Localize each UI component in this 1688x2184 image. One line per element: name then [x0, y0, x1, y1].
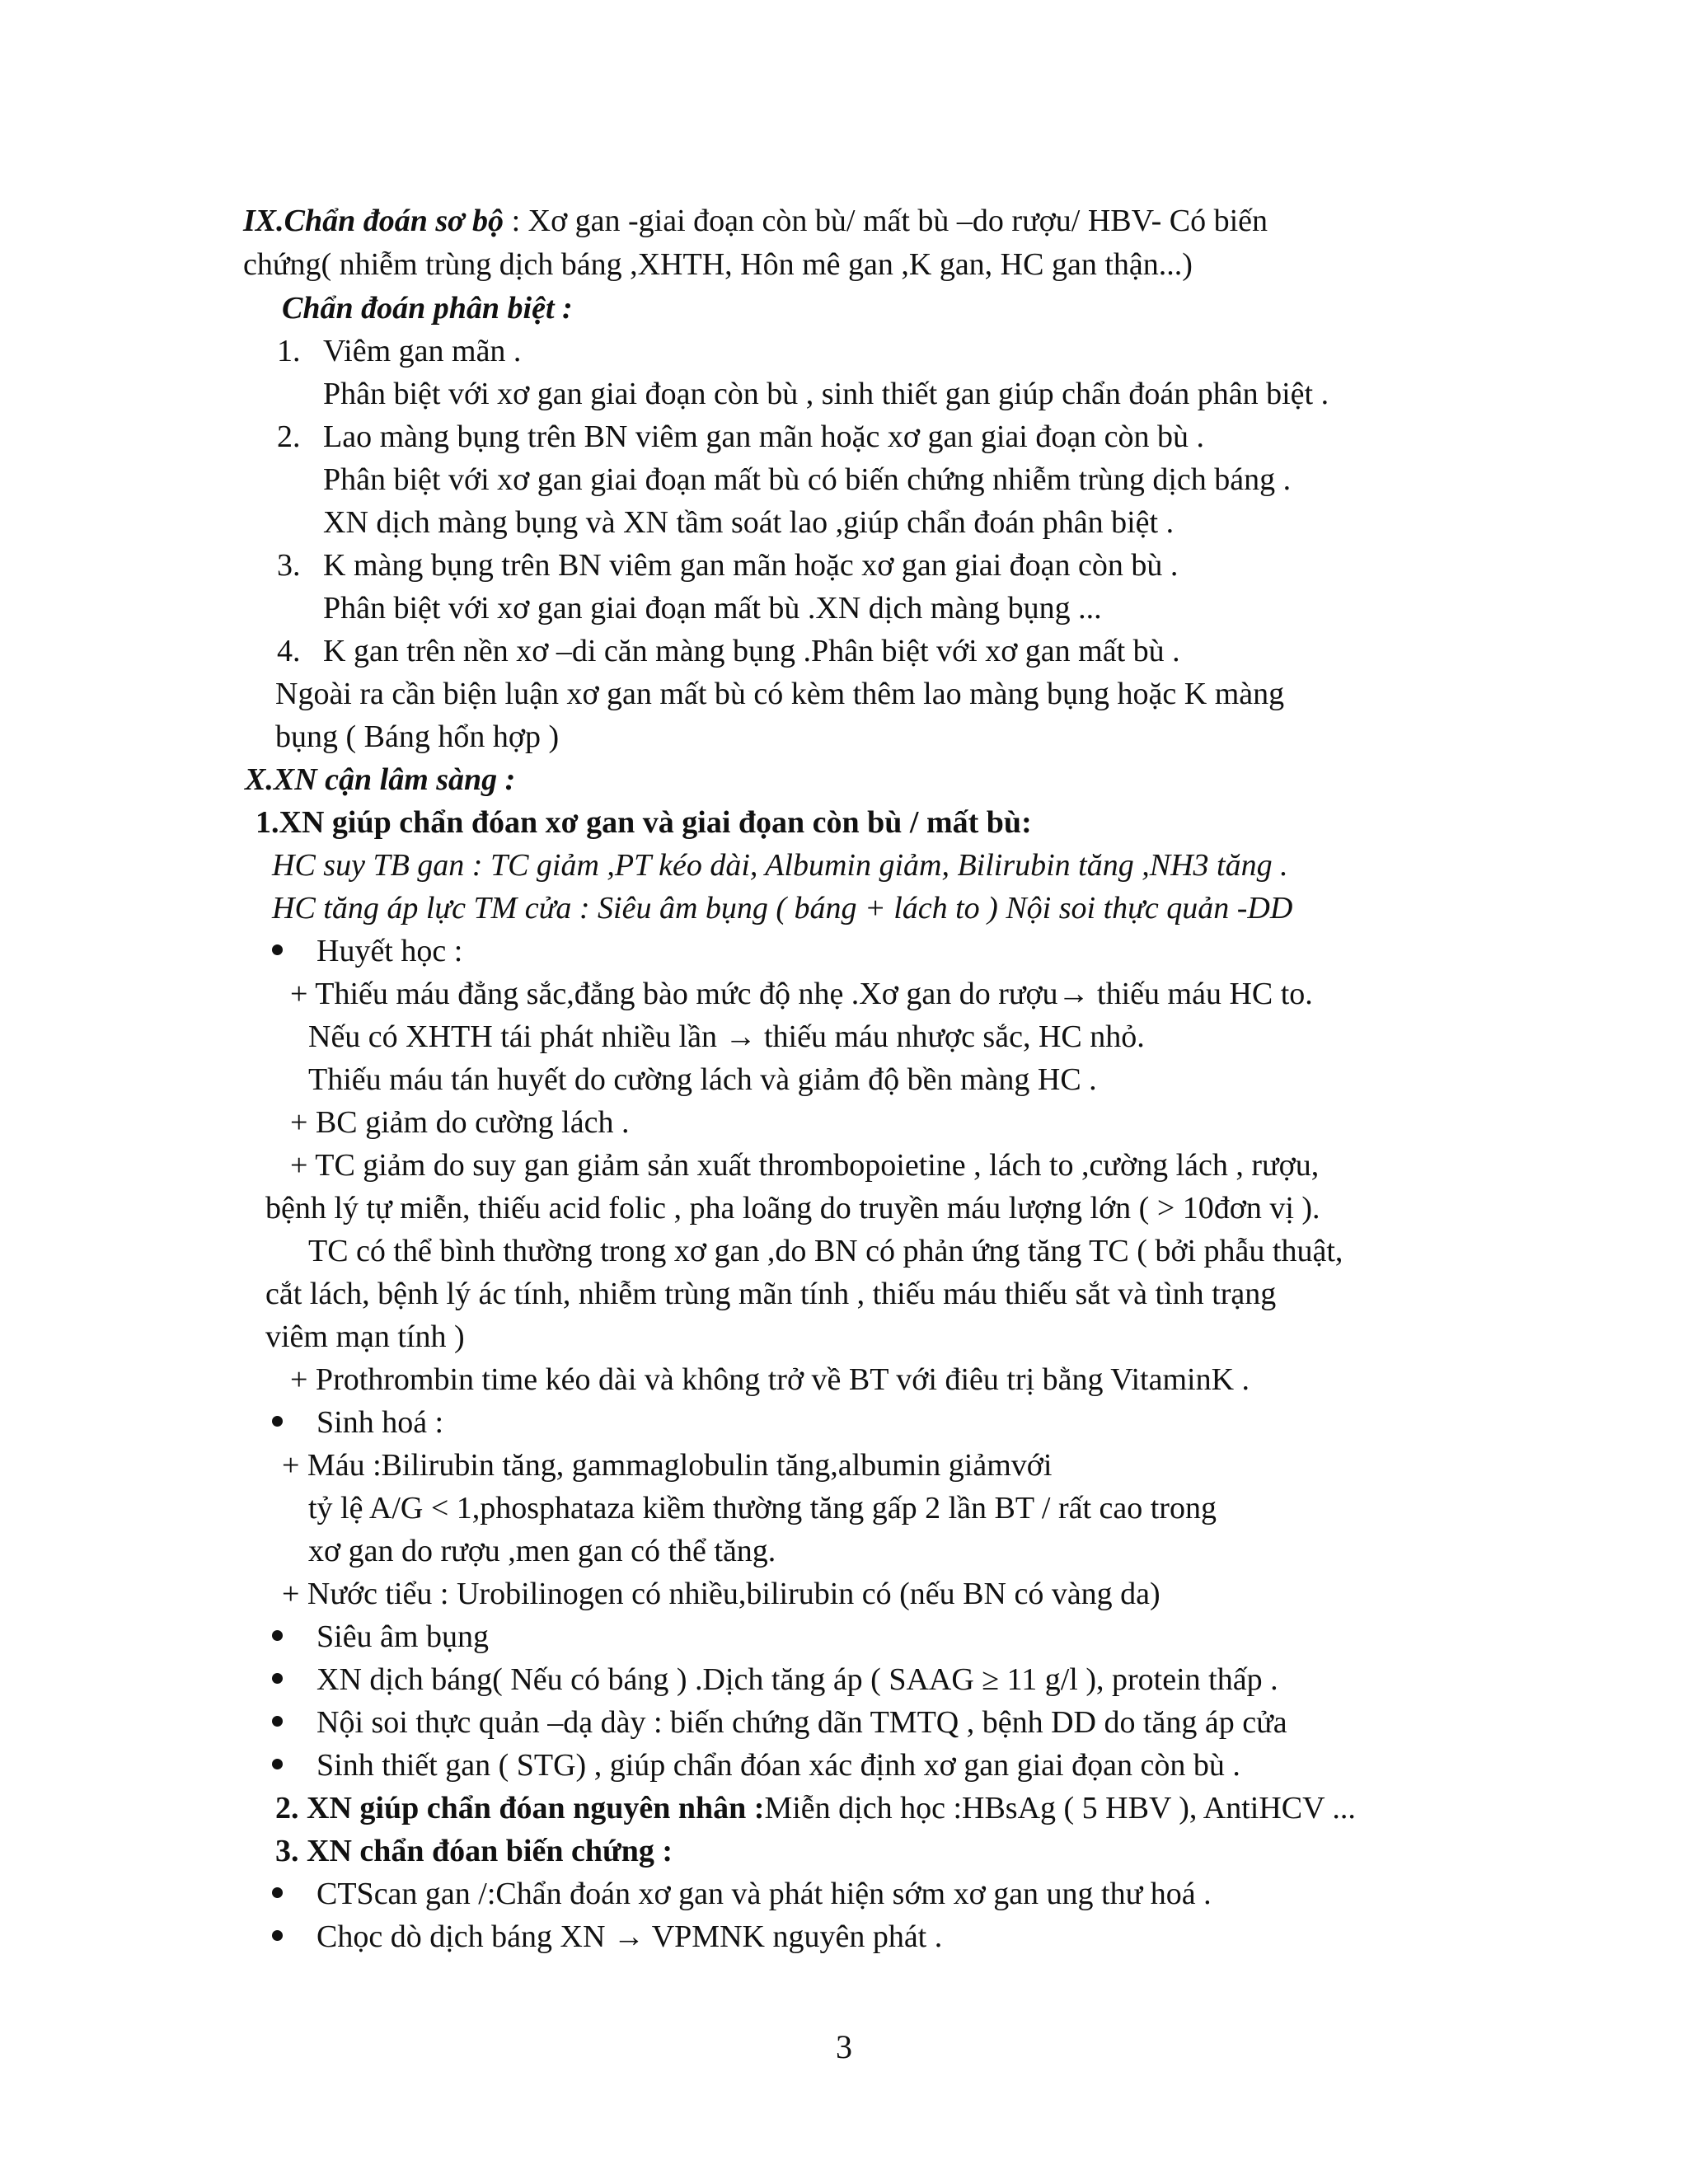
hepatocellular-syndrome: HC suy TB gan : TC giảm ,PT kéo dài, Albumin giảm, Bilirubin tăng ,NH3 tăng .: [272, 848, 1288, 883]
bullet-endoscopy: Nội soi thực quản –dạ dày : biến chứng dãn TMTQ , bệnh DD do tăng áp cửa: [316, 1705, 1287, 1740]
ddx-item-2: Lao màng bụng trên BN viêm gan mãn hoặc xơ gan giai đoạn còn bù .: [323, 419, 1205, 454]
subsection-3-heading: 3. XN chẩn đóan biến chứng :: [275, 1834, 673, 1868]
ddx-extra-1: Ngoài ra cần biện luận xơ gan mất bù có kèm thêm lao màng bụng hoặc K màng: [275, 677, 1285, 711]
bullet-biopsy: Sinh thiết gan ( STG) , giúp chẩn đóan xác định xơ gan giai đọan còn bù .: [316, 1748, 1240, 1783]
ddx-number-3: 3.: [277, 548, 301, 583]
ddx-item-2-detail: Phân biệt với xơ gan giai đoạn mất bù có biến chứng nhiễm trùng dịch báng .: [323, 462, 1292, 497]
diagnosis-line-1: IX.Chẩn đoán sơ bộ : Xơ gan -giai đoạn còn bù/ mất bù –do rượu/ HBV- Có biến: [243, 204, 1268, 238]
ddx-item-1-detail: Phân biệt với xơ gan giai đoạn còn bù , sinh thiết gan giúp chẩn đoán phân biệt .: [323, 377, 1329, 411]
hematology-line-10: + Prothrombin time kéo dài và không trở về BT với điêu trị bằng VitaminK .: [290, 1362, 1250, 1397]
diagnosis-line-2: chứng( nhiễm trùng dịch báng ,XHTH, Hôn mê gan ,K gan, HC gan thận...): [243, 247, 1193, 282]
subsection-1-heading: 1.XN giúp chẩn đóan xơ gan và giai đọan còn bù / mất bù:: [256, 805, 1032, 840]
bullet-icon: [272, 1630, 283, 1641]
hematology-line-3: Thiếu máu tán huyết do cường lách và giảm độ bền màng HC .: [308, 1062, 1097, 1097]
ddx-item-3-detail: Phân biệt với xơ gan giai đoạn mất bù .XN dịch màng bụng ...: [323, 591, 1102, 626]
page-number: 3: [836, 2028, 852, 2065]
hematology-line-9: viêm mạn tính ): [265, 1319, 465, 1354]
ddx-item-3: K màng bụng trên BN viêm gan mãn hoặc xơ gan giai đoạn còn bù .: [323, 548, 1179, 583]
bullet-icon: [272, 1887, 283, 1898]
subsection-2: 2. XN giúp chẩn đóan nguyên nhân :Miễn dịch học :HBsAg ( 5 HBV ), AntiHCV ...: [275, 1791, 1356, 1825]
hematology-line-5: + TC giảm do suy gan giảm sản xuất thrombopoietine , lách to ,cường lách , rượu,: [290, 1148, 1320, 1183]
hematology-label: Huyết học :: [316, 934, 463, 968]
bullet-icon: [272, 1673, 283, 1684]
section-ix-heading: IX.Chẩn đoán sơ bộ: [243, 204, 504, 238]
portal-hypertension-syndrome: HC tăng áp lực TM cửa : Siêu âm bụng ( báng + lách to ) Nội soi thực quản -DD: [272, 891, 1293, 926]
biochemistry-line-1: + Máu :Bilirubin tăng, gammaglobulin tăng,albumin giảmvới: [282, 1448, 1053, 1483]
ddx-number-4: 4.: [277, 634, 301, 668]
bullet-paracentesis: Chọc dò dịch báng XN → VPMNK nguyên phát .: [316, 1919, 943, 1954]
hematology-line-4: + BC giảm do cường lách .: [290, 1105, 630, 1140]
hematology-line-1: + Thiếu máu đẳng sắc,đẳng bào mức độ nhẹ .Xơ gan do rượu→ thiếu máu HC to.: [290, 977, 1313, 1011]
ddx-item-4: K gan trên nền xơ –di căn màng bụng .Phân biệt với xơ gan mất bù .: [323, 634, 1180, 668]
bullet-icon: [272, 1416, 283, 1427]
bullet-icon: [272, 944, 283, 955]
biochemistry-line-4: + Nước tiểu : Urobilinogen có nhiều,bilirubin có (nếu BN có vàng da): [282, 1577, 1160, 1611]
hematology-line-8: cắt lách, bệnh lý ác tính, nhiễm trùng mãn tính , thiếu máu thiếu sắt và tình trạng: [265, 1277, 1277, 1311]
bullet-icon: [272, 1716, 283, 1727]
ddx-item-1: Viêm gan mãn .: [323, 334, 522, 368]
bullet-ct-scan: CTScan gan /:Chẩn đoán xơ gan và phát hiện sớm xơ gan ung thư hoá .: [316, 1877, 1212, 1911]
subsection-2-heading: 2. XN giúp chẩn đóan nguyên nhân :: [275, 1791, 765, 1825]
hematology-line-7: TC có thể bình thường trong xơ gan ,do BN có phản ứng tăng TC ( bởi phẫu thuật,: [308, 1234, 1343, 1268]
hematology-line-2: Nếu có XHTH tái phát nhiều lần → thiếu máu nhược sắc, HC nhỏ.: [308, 1019, 1145, 1054]
biochemistry-line-3: xơ gan do rượu ,men gan có thể tăng.: [308, 1534, 776, 1568]
biochemistry-line-2: tỷ lệ A/G < 1,phosphataza kiềm thường tăng gấp 2 lần BT / rất cao trong: [308, 1491, 1217, 1526]
section-x-heading: X.XN cận lâm sàng :: [245, 762, 516, 797]
bullet-icon: [272, 1930, 283, 1941]
biochemistry-label: Sinh hoá :: [316, 1405, 444, 1440]
differential-heading: Chẩn đoán phân biệt :: [282, 291, 573, 326]
ddx-extra-2: bụng ( Báng hổn hợp ): [275, 719, 560, 754]
ddx-number-2: 2.: [277, 419, 301, 454]
bullet-ascites-test: XN dịch báng( Nếu có báng ) .Dịch tăng áp ( SAAG ≥ 11 g/l ), protein thấp .: [316, 1662, 1278, 1697]
bullet-ultrasound: Siêu âm bụng: [316, 1619, 489, 1654]
bullet-icon: [272, 1759, 283, 1769]
hematology-line-6: bệnh lý tự miễn, thiếu acid folic , pha loãng do truyền máu lượng lớn ( > 10đơn vị ).: [265, 1191, 1320, 1226]
ddx-item-2-detail-2: XN dịch màng bụng và XN tầm soát lao ,giúp chẩn đoán phân biệt .: [323, 505, 1175, 540]
ddx-number-1: 1.: [277, 334, 301, 368]
